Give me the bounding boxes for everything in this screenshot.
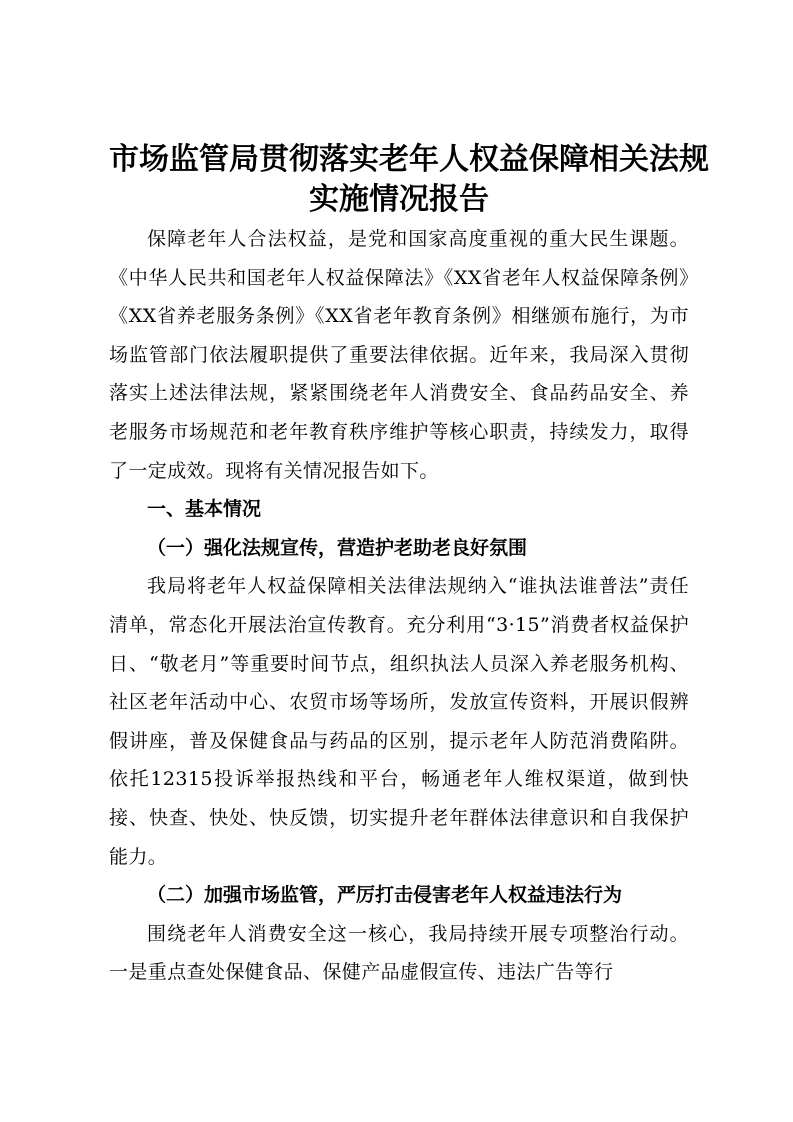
subsection-2-paragraph: 围绕老年人消费安全这一核心，我局持续开展专项整治行动。一是重点查处保健食品、保健产品虚假宣传、违法广告等行: [109, 922, 689, 984]
title-line-2: 实施情况报告: [309, 182, 489, 217]
section-heading-basic-situation: 一、基本情况: [147, 498, 262, 521]
document-title: [109, 140, 709, 220]
subsection-1-paragraph: 我局将老年人权益保障相关法律法规纳入“谁执法谁普法”责任清单，常态化开展法治宣传教育。充分利用“3·15”消费者权益保护日、“敬老月”等重要时间节点，组织执法人员深入养老服务机构、社区老年活动中心、农贸市场等场所，发放宣传资料，开展识假辨假讲座，普及保健食品与药品的区别，提示老年人防范消费陷阱。依托12315投诉举报热线和平台，畅通老年人维权渠道，做到快接、快查、快处、快反馈，切实提升老年群体法律意识和自我保护能力。: [109, 575, 689, 868]
subsection-heading-1: （一）强化法规宣传，营造护老助老良好氛围: [147, 536, 528, 559]
title-line-1: 市场监管局贯彻落实老年人权益保障相关法规: [109, 142, 709, 177]
intro-paragraph: 保障老年人合法权益，是党和国家高度重视的重大民生课题。《中华人民共和国老年人权益保障法》《XX省老年人权益保障条例》《XX省养老服务条例》《XX省老年教育条例》相继颁布施行，为市场监管部门依法履职提供了重要法律依据。近年来，我局深入贯彻落实上述法律法规，紧紧围绕老年人消费安全、食品药品安全、养老服务市场规范和老年教育秩序维护等核心职责，持续发力，取得了一定成效。现将有关情况报告如下。: [109, 228, 689, 482]
document-page: [109, 140, 709, 992]
subsection-heading-2: （二）加强市场监管，严厉打击侵害老年人权益违法行为: [147, 884, 623, 907]
